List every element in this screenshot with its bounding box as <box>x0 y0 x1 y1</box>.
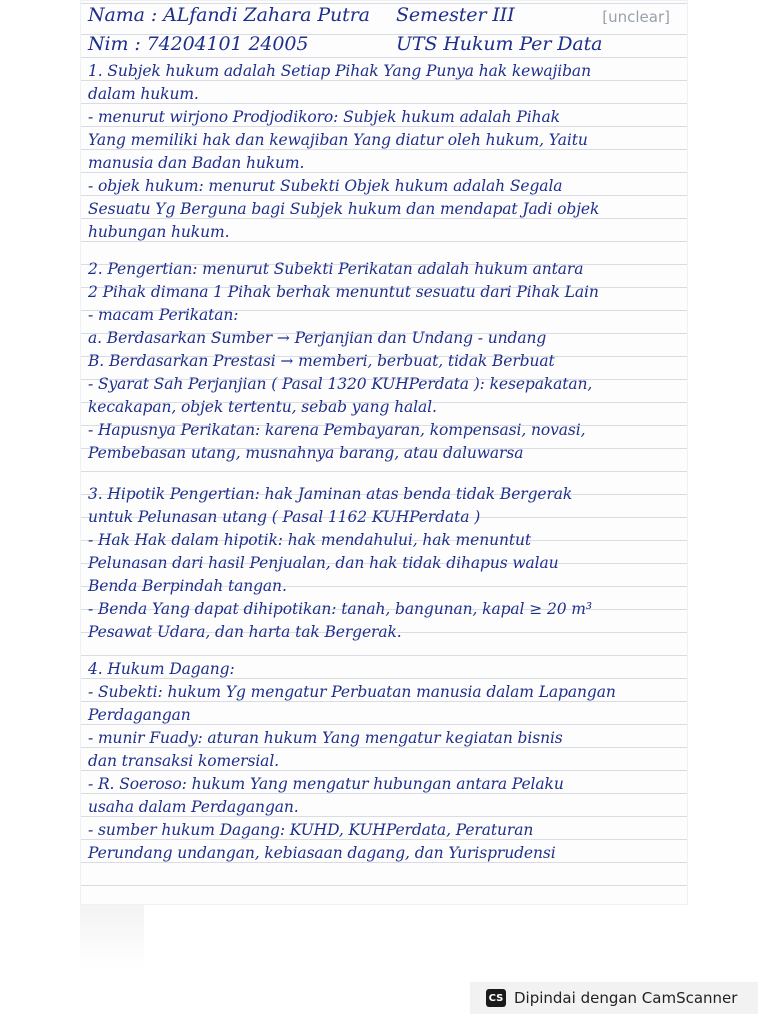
text-line: a. Berdasarkan Sumber → Perjanjian dan Undang - undang <box>88 329 547 347</box>
camscanner-watermark <box>470 982 758 1014</box>
text-line: - Subekti: hukum Yg mengatur Perbuatan manusia dalam Lapangan <box>88 683 616 701</box>
text-line: Benda Berpindah tangan. <box>88 577 287 595</box>
text-line: - Benda Yang dapat dihipotikan: tanah, bangunan, kapal ≥ 20 m³ <box>88 600 593 618</box>
text-line: - munir Fuady: aturan hukum Yang mengatur kegiatan bisnis <box>88 729 563 747</box>
text-line: - Syarat Sah Perjanjian ( Pasal 1320 KUHPerdata ): kesepakatan, <box>88 375 593 393</box>
text-line: dalam hukum. <box>88 85 199 103</box>
text-line: Pelunasan dari hasil Penjualan, dan hak tidak dihapus walau <box>88 554 559 572</box>
text-line: - sumber hukum Dagang: KUHD, KUHPerdata, Peraturan <box>88 821 534 839</box>
text-line: Perdagangan <box>88 706 191 724</box>
text-line: - R. Soeroso: hukum Yang mengatur hubungan antara Pelaku <box>88 775 564 793</box>
camscanner-label: Dipindai dengan CamScanner <box>514 989 738 1007</box>
text-line: - Hapusnya Perikatan: karena Pembayaran, kompensasi, novasi, <box>88 421 586 439</box>
student-name: Nama : ALfandi Zahara Putra <box>88 4 370 26</box>
text-line: Perundang undangan, kebiasaan dagang, dan Yurisprudensi <box>88 844 556 862</box>
semester-label: Semester III <box>396 4 515 26</box>
text-line: dan transaksi komersial. <box>88 752 280 770</box>
text-line: 4. Hukum Dagang: <box>88 660 235 678</box>
text-line: usaha dalam Perdagangan. <box>88 798 299 816</box>
page-shadow <box>80 905 144 970</box>
text-line: 1. Subjek hukum adalah Setiap Pihak Yang Punya hak kewajiban <box>88 62 591 80</box>
student-nim: Nim : 74204101 24005 <box>88 33 309 55</box>
text-line: manusia dan Badan hukum. <box>88 154 305 172</box>
text-line: B. Berdasarkan Prestasi → memberi, berbuat, tidak Berbuat <box>88 352 555 370</box>
text-line: Pembebasan utang, musnahnya barang, atau daluwarsa <box>88 444 524 462</box>
page-stamp: [unclear] <box>602 8 670 26</box>
text-line: - objek hukum: menurut Subekti Objek hukum adalah Segala <box>88 177 563 195</box>
text-line: Yang memiliki hak dan kewajiban Yang diatur oleh hukum, Yaitu <box>88 131 588 149</box>
text-line: - Hak Hak dalam hipotik: hak mendahului, hak menuntut <box>88 531 532 549</box>
text-line: hubungan hukum. <box>88 223 230 241</box>
text-line: 2 Pihak dimana 1 Pihak berhak menuntut sesuatu dari Pihak Lain <box>88 283 599 301</box>
text-line: Pesawat Udara, dan harta tak Bergerak. <box>88 623 402 641</box>
camscanner-logo-icon: CS <box>486 989 506 1007</box>
text-line: Sesuatu Yg Berguna bagi Subjek hukum dan mendapat Jadi objek <box>88 200 600 218</box>
text-line: 3. Hipotik Pengertian: hak Jaminan atas benda tidak Bergerak <box>88 485 573 503</box>
text-line: - macam Perikatan: <box>88 306 239 324</box>
text-line: - menurut wirjono Prodjodikoro: Subjek hukum adalah Pihak <box>88 108 560 126</box>
text-line: kecakapan, objek tertentu, sebab yang halal. <box>88 398 437 416</box>
text-line: untuk Pelunasan utang ( Pasal 1162 KUHPerdata ) <box>88 508 481 526</box>
text-line: 2. Pengertian: menurut Subekti Perikatan adalah hukum antara <box>88 260 584 278</box>
exam-subject: UTS Hukum Per Data <box>396 33 603 55</box>
